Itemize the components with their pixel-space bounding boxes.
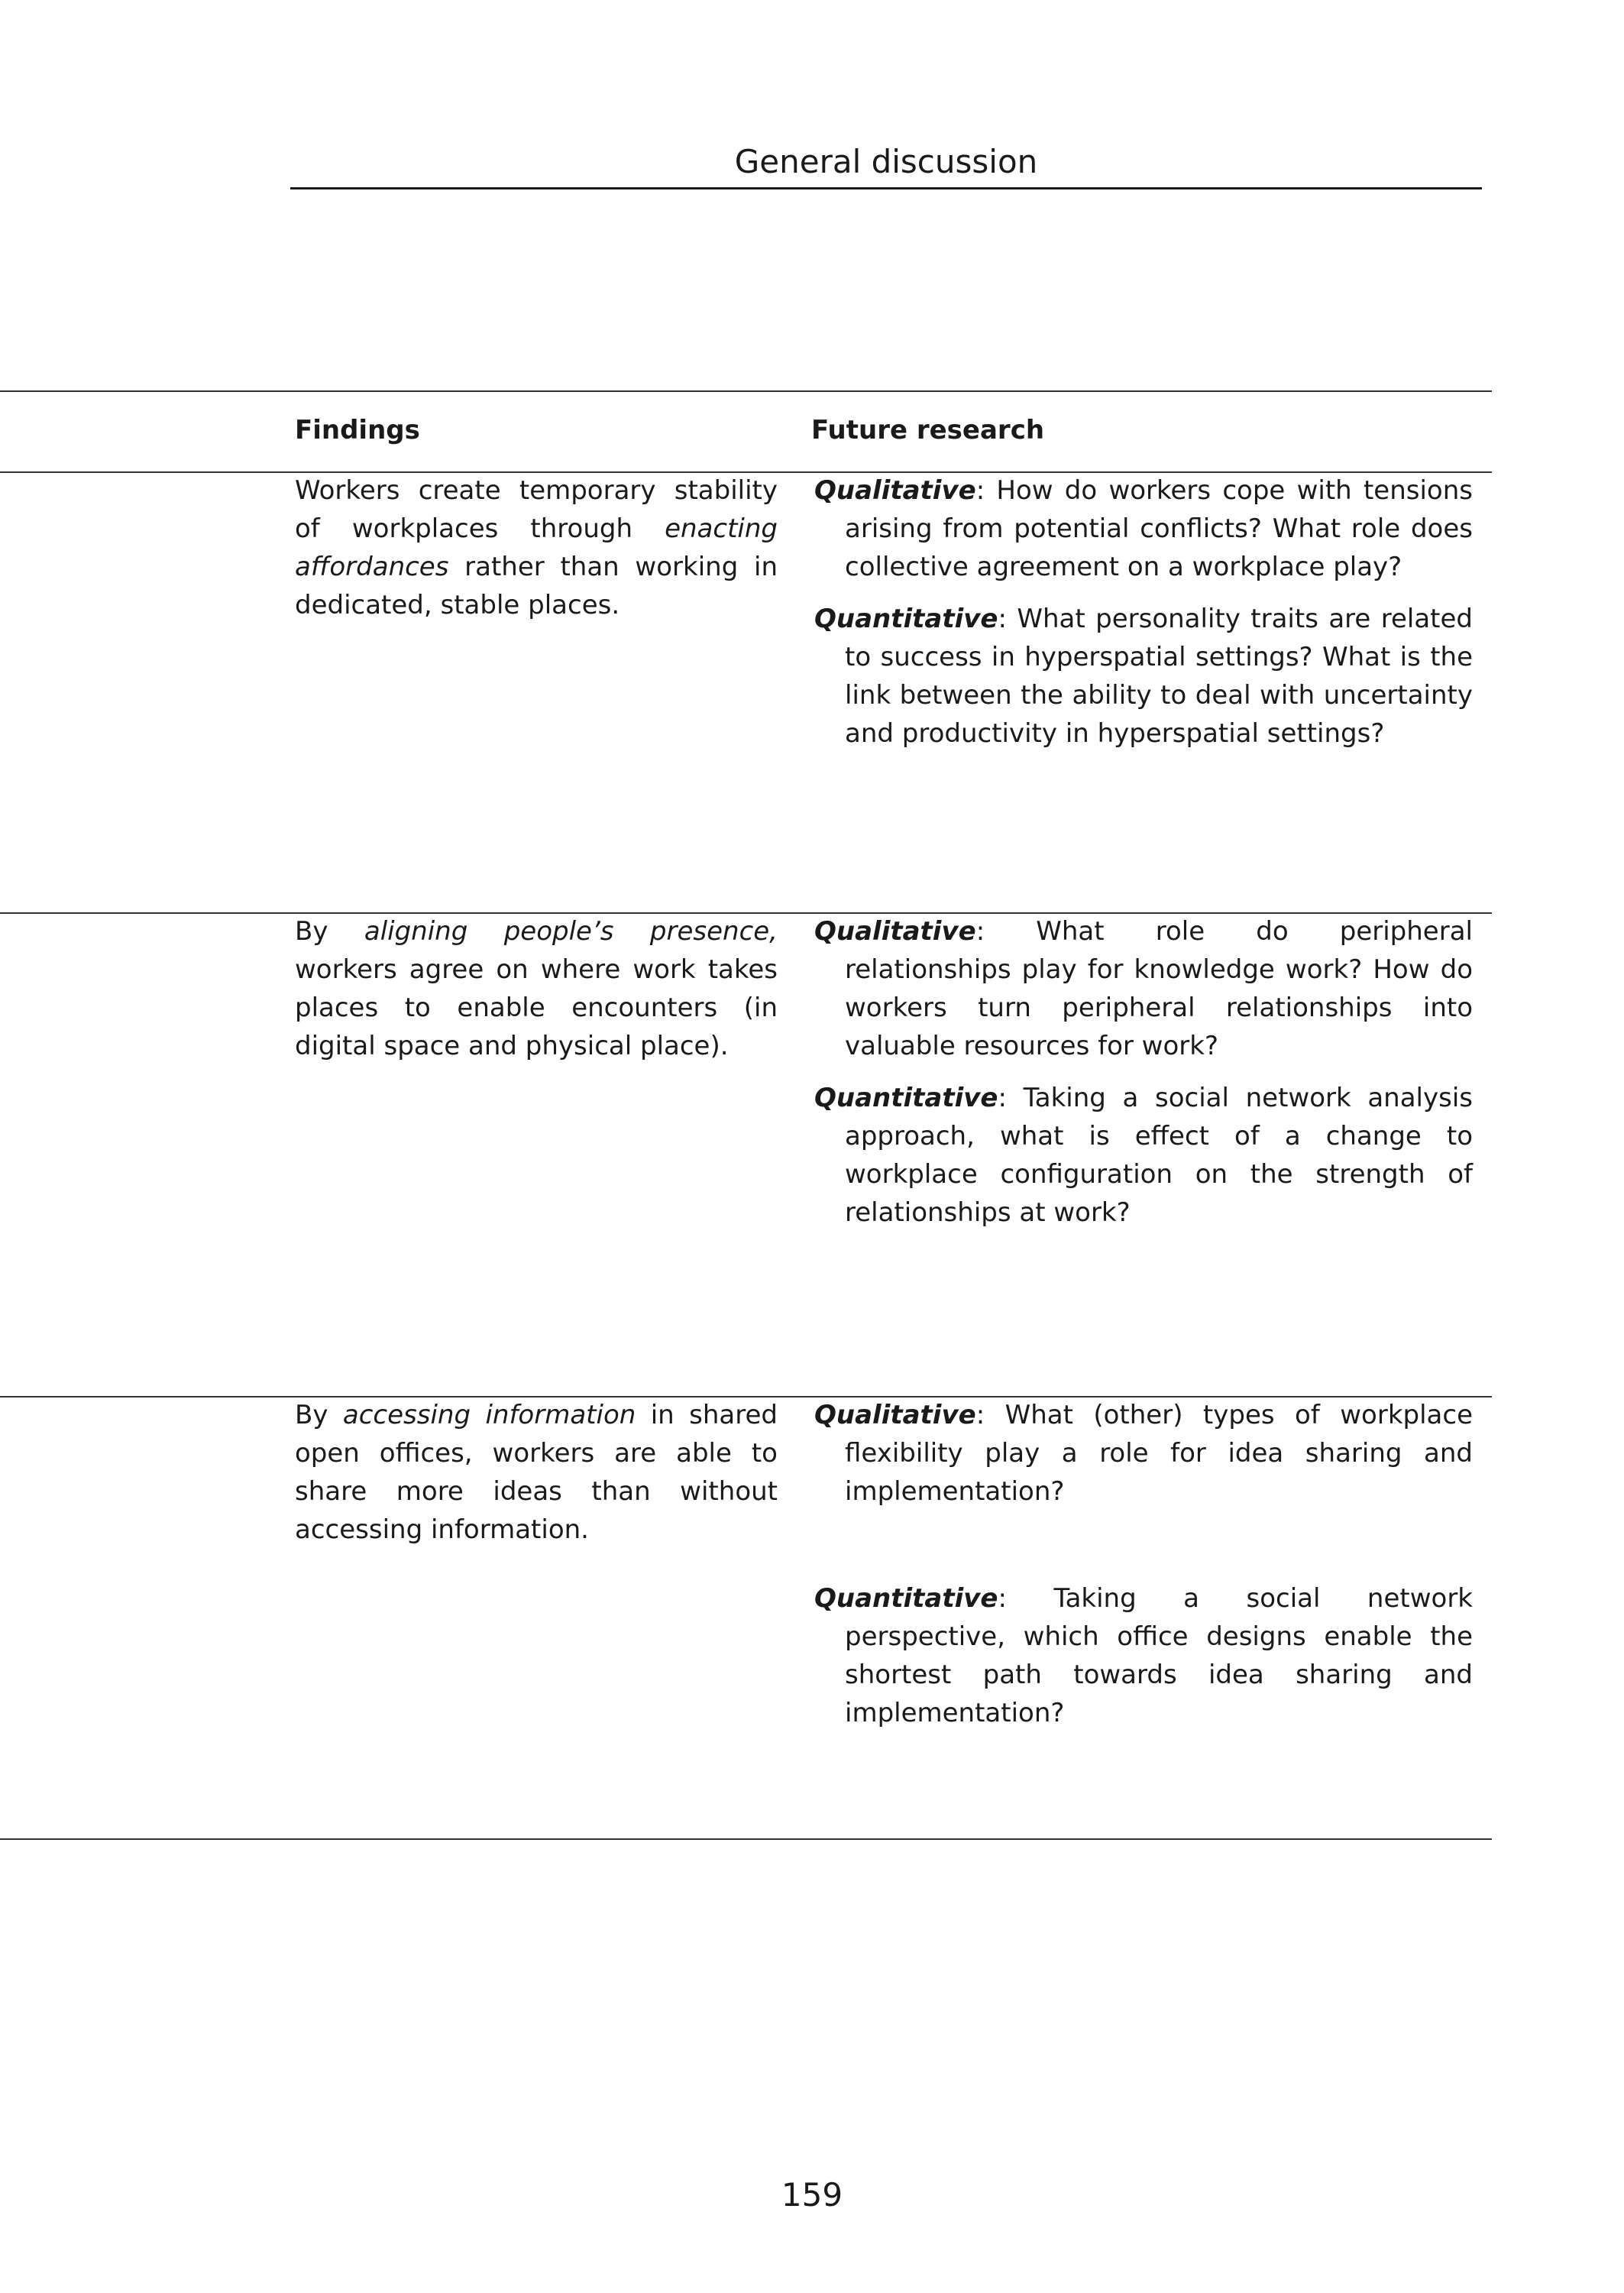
qualitative-question: Qualitative: What (other) types of workplace flexibility play a role for idea sharing and implementation? xyxy=(814,1400,1473,1507)
running-header-title: General discussion xyxy=(734,143,1038,180)
column-header-findings: Findings xyxy=(295,415,420,445)
qualitative-label: Qualitative xyxy=(814,475,976,506)
header-rule xyxy=(290,187,1482,189)
finding-row-3: By accessing information in shared open offices, workers are able to share more ideas than without accessing information. xyxy=(295,1400,778,1545)
quantitative-question: Quantitative: Taking a social network analysis approach, what is effect of a change to workplace configuration on the strength of relationships at work? xyxy=(814,1083,1473,1228)
table-top-rule xyxy=(0,390,1492,392)
page-number: 159 xyxy=(781,2176,843,2214)
table-bottom-rule xyxy=(0,1838,1492,1840)
future-research-row-1 xyxy=(814,471,1473,753)
finding-emphasis: accessing information xyxy=(342,1400,636,1430)
quantitative-label: Quantitative xyxy=(814,1083,998,1113)
finding-emphasis: aligning people’s presence, xyxy=(364,916,778,947)
qualitative-question: Qualitative: How do workers cope with tensions arising from potential conflicts? What role does collective agreement on a workplace play? xyxy=(814,475,1473,582)
qualitative-label: Qualitative xyxy=(814,916,976,947)
quantitative-label: Quantitative xyxy=(814,1583,998,1614)
quantitative-question: Quantitative: What personality traits are related to success in hyperspatial settings? What is the link between the ability to deal with uncertainty and productivity in hyperspatial settings? xyxy=(814,604,1473,749)
future-research-row-2 xyxy=(814,912,1473,1232)
qualitative-label: Qualitative xyxy=(814,1400,976,1430)
qualitative-question: Qualitative: What role do peripheral relationships play for knowledge work? How do workers turn peripheral relationships into valuable resources for work? xyxy=(814,916,1473,1061)
column-header-future-research: Future research xyxy=(811,415,1045,445)
finding-row-2: By aligning people’s presence, workers agree on where work takes places to enable encounters (in digital space and physical place). xyxy=(295,916,778,1061)
finding-emphasis: enacting affordances xyxy=(295,513,778,582)
quantitative-question: Quantitative: Taking a social network perspective, which office designs enable the shortest path towards idea sharing and implementation? xyxy=(814,1583,1473,1728)
quantitative-label: Quantitative xyxy=(814,604,998,634)
finding-row-1: Workers create temporary stability of workplaces through enacting affordances rather than working in dedicated, stable places. xyxy=(295,475,778,620)
future-research-row-3 xyxy=(814,1396,1473,1732)
